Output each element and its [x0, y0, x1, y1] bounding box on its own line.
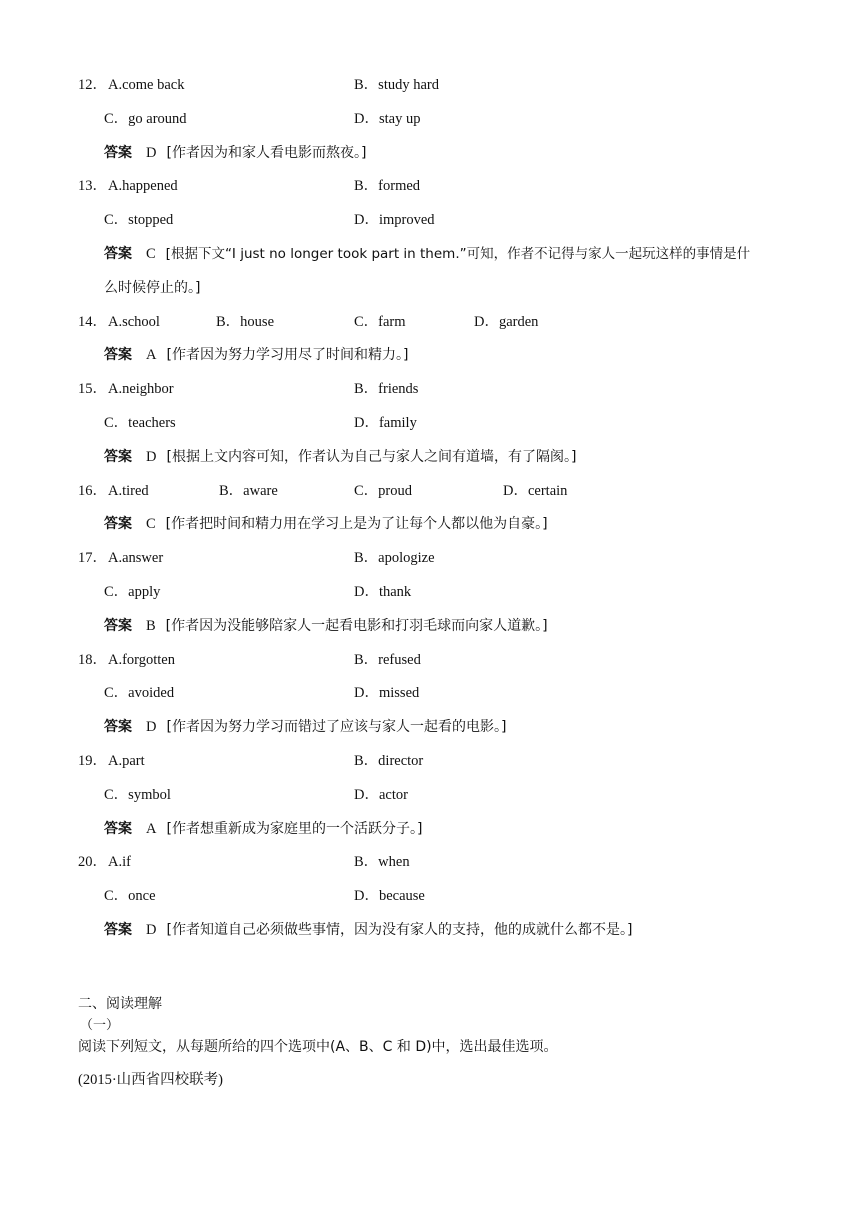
section-subheading: （一）	[80, 1018, 120, 1033]
answer-label: 答案	[104, 922, 132, 938]
question-12-option-d: D．stay up	[354, 111, 421, 127]
question-20-option-b: B．when	[354, 854, 410, 870]
answer-letter: B	[146, 618, 156, 634]
answer-explanation: [作者把时间和精力用在学习上是为了让每个人都以他为自豪。]	[165, 516, 548, 532]
question-18-answer	[104, 718, 506, 736]
answer-explanation: [作者因为和家人看电影而熬夜。]	[166, 145, 367, 161]
question-20-answer	[104, 921, 632, 939]
answer-label: 答案	[104, 145, 132, 161]
question-17-option-d: D．thank	[354, 584, 412, 600]
answer-letter: D	[146, 719, 157, 735]
question-19-answer	[104, 820, 422, 838]
question-14-number: 14．	[78, 314, 107, 330]
question-13-option-d: D．improved	[354, 212, 435, 228]
question-16-option-d: D．certain	[503, 483, 568, 499]
question-15-option-d: D．family	[354, 415, 417, 431]
question-17-number: 17．	[78, 550, 107, 566]
answer-explanation: [作者因为没能够陪家人一起看电影和打羽毛球而向家人道歉。]	[165, 618, 548, 634]
question-13-option-b: B．formed	[354, 178, 421, 194]
question-17-answer	[104, 617, 548, 635]
question-16-number: 16．	[78, 483, 107, 499]
section-instruction: 阅读下列短文，从每题所给的四个选项中(A、B、C 和 D)中，选出最佳选项。	[78, 1039, 558, 1055]
question-19-option-b: B．director	[354, 753, 424, 769]
question-15-option-a: A.neighbor	[108, 381, 174, 397]
answer-letter: A	[146, 821, 157, 837]
answer-explanation-continued: 么时候停止的。]	[104, 280, 201, 296]
question-12-number: 12．	[78, 77, 107, 93]
section-source: (2015·山西省四校联考)	[78, 1072, 223, 1088]
question-13-number: 13．	[78, 178, 107, 194]
question-18-option-b: B．refused	[354, 652, 421, 668]
question-16-option-b: B．aware	[219, 483, 278, 499]
question-12-option-a: A.come back	[108, 77, 185, 93]
question-17-option-a: A.answer	[108, 550, 164, 566]
question-20-option-a: A.if	[108, 854, 131, 870]
question-16-answer	[104, 515, 548, 533]
answer-label: 答案	[104, 449, 132, 465]
question-18-option-a: A.forgotten	[108, 652, 175, 668]
question-14-option-a: A.school	[108, 314, 160, 330]
question-20-number: 20．	[78, 854, 107, 870]
question-13-option-a: A.happened	[108, 178, 178, 194]
answer-explanation: [作者因为努力学习用尽了时间和精力。]	[166, 347, 409, 363]
question-14-answer	[104, 346, 408, 364]
question-17-option-b: B．apologize	[354, 550, 435, 566]
answer-explanation: [作者因为努力学习而错过了应该与家人一起看的电影。]	[166, 719, 507, 735]
question-12-answer	[104, 144, 366, 162]
question-20-option-c: C．once	[104, 888, 156, 904]
section-heading: 二、阅读理解	[78, 996, 162, 1012]
answer-label: 答案	[104, 618, 132, 634]
answer-letter: A	[146, 347, 157, 363]
answer-label: 答案	[104, 516, 132, 532]
question-14-option-b: B．house	[216, 314, 274, 330]
answer-letter: D	[146, 145, 157, 161]
question-14-option-d: D．garden	[474, 314, 539, 330]
question-20-option-d: D．because	[354, 888, 425, 904]
answer-letter: C	[146, 516, 156, 532]
question-13-option-c: C．stopped	[104, 212, 174, 228]
answer-letter: D	[146, 449, 157, 465]
question-16-option-c: C．proud	[354, 483, 412, 499]
question-12-option-b: B．study hard	[354, 77, 439, 93]
answer-explanation: [作者想重新成为家庭里的一个活跃分子。]	[166, 821, 423, 837]
answer-explanation: [作者知道自己必须做些事情，因为没有家人的支持，他的成就什么都不是。]	[166, 922, 633, 938]
question-18-number: 18．	[78, 652, 107, 668]
answer-letter: D	[146, 922, 157, 938]
question-14-option-c: C．farm	[354, 314, 406, 330]
question-13-answer	[104, 245, 750, 263]
question-15-option-c: C．teachers	[104, 415, 176, 431]
answer-label: 答案	[104, 246, 132, 262]
question-19-option-a: A.part	[108, 753, 145, 769]
question-15-option-b: B．friends	[354, 381, 419, 397]
answer-label: 答案	[104, 821, 132, 837]
question-16-option-a: A.tired	[108, 483, 149, 499]
question-19-option-c: C．symbol	[104, 787, 171, 803]
question-18-option-c: C．avoided	[104, 685, 175, 701]
question-19-option-d: D．actor	[354, 787, 408, 803]
answer-label: 答案	[104, 719, 132, 735]
answer-letter: C	[146, 246, 156, 262]
answer-explanation: [根据上文内容可知，作者认为自己与家人之间有道墙，有了隔阂。]	[166, 449, 577, 465]
question-12-option-c: C．go around	[104, 111, 187, 127]
question-19-number: 19．	[78, 753, 107, 769]
question-15-number: 15．	[78, 381, 107, 397]
answer-explanation: [根据下文“I just no longer took part in them.”可知，作者不记得与家人一起玩这样的事情是什	[165, 246, 751, 262]
question-18-option-d: D．missed	[354, 685, 420, 701]
question-15-answer	[104, 448, 576, 466]
question-17-option-c: C．apply	[104, 584, 161, 600]
answer-label: 答案	[104, 347, 132, 363]
